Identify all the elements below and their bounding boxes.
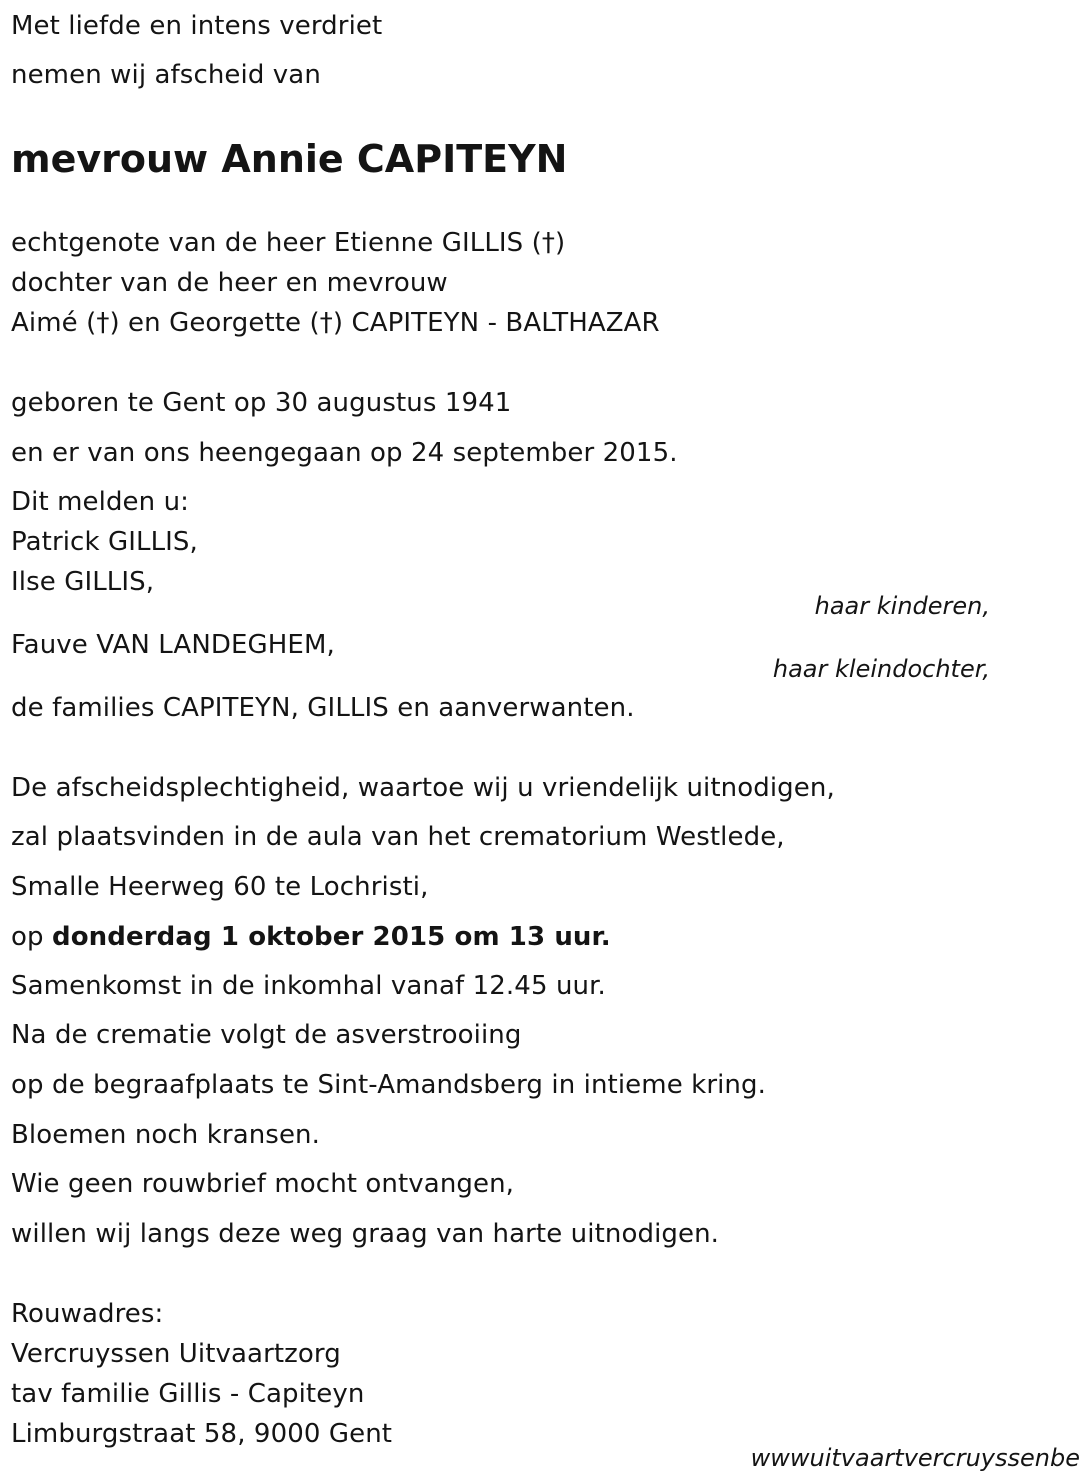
ceremony-date-prefix: op <box>11 922 52 952</box>
child-2: Ilse GILLIS, <box>11 567 155 597</box>
address-line-3: Limburgstraat 58, 9000 Gent <box>11 1419 393 1449</box>
announcers-intro: Dit melden u: <box>11 487 190 517</box>
deceased-name: mevrouw Annie CAPITEYN <box>11 137 568 181</box>
children-role: haar kinderen, <box>814 592 990 620</box>
ceremony-line-5: Samenkomst in de inkomhal vanaf 12.45 uur. <box>11 971 606 1001</box>
ceremony-date-line <box>11 922 611 952</box>
address-line-2: tav familie Gillis - Capiteyn <box>11 1379 365 1409</box>
birth-line: geboren te Gent op 30 augustus 1941 <box>11 388 512 418</box>
address-line-1: Vercruyssen Uitvaartzorg <box>11 1339 341 1369</box>
address-label: Rouwadres: <box>11 1299 164 1329</box>
families-line: de families CAPITEYN, GILLIS en aanverwanten. <box>11 693 635 723</box>
ceremony-line-8: Bloemen noch kransen. <box>11 1120 320 1150</box>
ceremony-line-6: Na de crematie volgt de asverstrooiing <box>11 1020 522 1050</box>
ceremony-line-7: op de begraafplaats te Sint-Amandsberg in intieme kring. <box>11 1070 766 1100</box>
parents-line: Aimé (†) en Georgette (†) CAPITEYN - BALTHAZAR <box>11 308 660 338</box>
intro-line-1: Met liefde en intens verdriet <box>11 11 383 41</box>
footer-url: wwwuitvaartvercruyssenbe <box>750 1444 1080 1472</box>
death-line: en er van ons heengegaan op 24 september 2015. <box>11 438 678 468</box>
ceremony-line-3: Smalle Heerweg 60 te Lochristi, <box>11 872 429 902</box>
spouse-line: echtgenote van de heer Etienne GILLIS (†) <box>11 228 566 258</box>
ceremony-line-10: willen wij langs deze weg graag van harte uitnodigen. <box>11 1219 720 1249</box>
child-1: Patrick GILLIS, <box>11 527 198 557</box>
daughter-of-line: dochter van de heer en mevrouw <box>11 268 448 298</box>
ceremony-line-2: zal plaatsvinden in de aula van het crematorium Westlede, <box>11 822 785 852</box>
intro-line-2: nemen wij afscheid van <box>11 60 321 90</box>
granddaughter: Fauve VAN LANDEGHEM, <box>11 630 335 660</box>
ceremony-line-9: Wie geen rouwbrief mocht ontvangen, <box>11 1169 515 1199</box>
granddaughter-role: haar kleindochter, <box>772 655 990 683</box>
ceremony-date: donderdag 1 oktober 2015 om 13 uur. <box>51 922 611 952</box>
ceremony-line-1: De afscheidsplechtigheid, waartoe wij u vriendelijk uitnodigen, <box>11 773 835 803</box>
